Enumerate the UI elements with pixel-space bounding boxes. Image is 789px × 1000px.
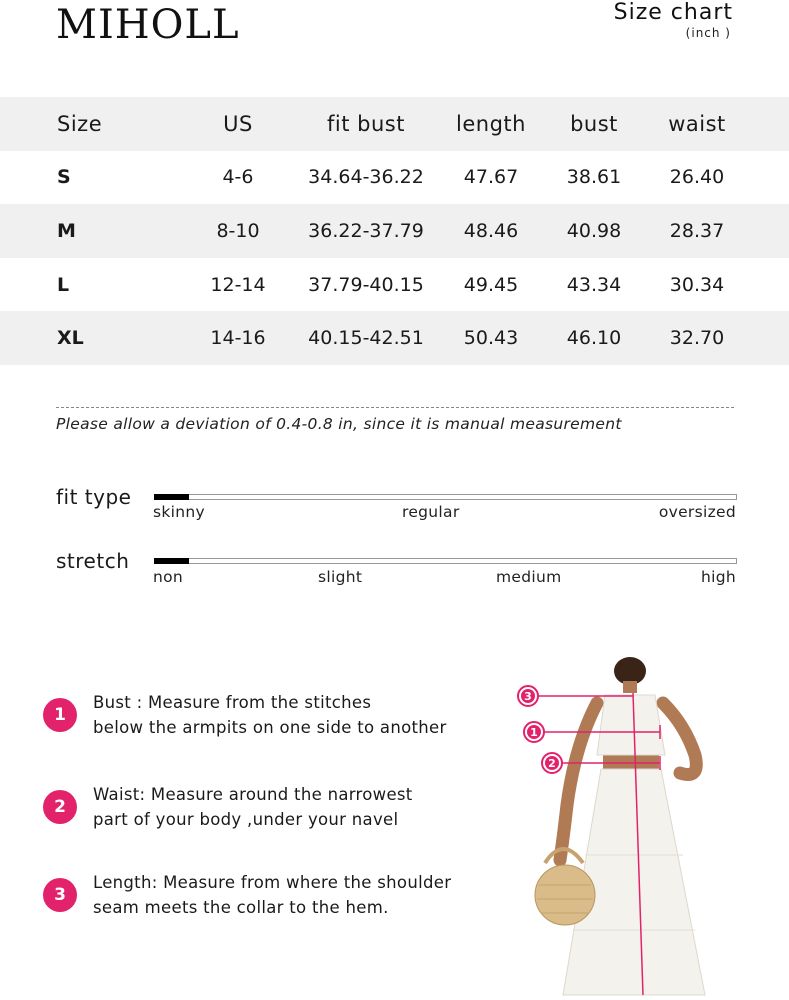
- table-cell: S: [57, 166, 71, 189]
- marker-number: 3: [524, 690, 532, 703]
- deviation-note: Please allow a deviation of 0.4-0.8 in, since it is manual measurement: [56, 415, 622, 433]
- length-marker: [518, 686, 538, 706]
- instruction-line: Length: Measure from where the shoulder: [93, 873, 452, 892]
- stretch-tick: medium: [496, 568, 562, 586]
- number-badge: 1: [43, 698, 77, 732]
- size-table: [0, 97, 789, 365]
- neck-shape: [623, 681, 637, 693]
- table-cell: 28.37: [669, 219, 725, 242]
- instruction-line: part of your body ,under your navel: [93, 810, 399, 829]
- table-row: [0, 204, 789, 258]
- table-cell: 37.79-40.15: [308, 273, 424, 296]
- table-cell: L: [57, 273, 70, 296]
- table-cell: 8-10: [216, 219, 260, 242]
- table-cell: 49.45: [463, 273, 519, 296]
- instruction-line: Bust : Measure from the stitches: [93, 693, 372, 712]
- table-cell: 34.64-36.22: [308, 166, 424, 189]
- column-header: bust: [570, 111, 618, 136]
- dashed-divider: [56, 407, 734, 408]
- fit-type-bar: [154, 494, 737, 500]
- table-cell: 47.67: [463, 166, 519, 189]
- table-row: [0, 151, 789, 205]
- column-header: waist: [668, 111, 726, 136]
- table-cell: 12-14: [210, 273, 266, 296]
- brand-logo: MIHOLL: [56, 2, 240, 48]
- fit-type-tick: oversized: [658, 503, 736, 521]
- stretch-bar: [154, 558, 737, 564]
- table-cell: 4-6: [222, 166, 254, 189]
- marker-number: 1: [530, 726, 538, 739]
- table-cell: 26.40: [669, 166, 725, 189]
- table-cell: 38.61: [566, 166, 622, 189]
- bust-instruction: [93, 690, 493, 740]
- waist-marker: [542, 753, 562, 773]
- stretch-tick: slight: [318, 568, 363, 586]
- table-cell: 43.34: [566, 273, 622, 296]
- fit-type-tick: regular: [402, 503, 460, 521]
- column-header: length: [456, 111, 526, 136]
- instruction-line: below the armpits on one side to another: [93, 718, 447, 737]
- straw-bag: [535, 865, 595, 925]
- stretch-indicator: [154, 558, 189, 564]
- number-badge: 2: [43, 790, 77, 824]
- instruction-line: Waist: Measure around the narrowest: [93, 785, 413, 804]
- table-row: [0, 311, 789, 365]
- table-cell: 46.10: [566, 327, 622, 350]
- stretch-label: stretch: [56, 549, 130, 573]
- table-cell: 36.22-37.79: [308, 219, 424, 242]
- fit-type-tick: skinny: [153, 503, 205, 521]
- stretch-tick: non: [153, 568, 184, 586]
- table-cell: 14-16: [210, 327, 266, 350]
- table-header: [0, 97, 789, 151]
- table-cell: XL: [57, 327, 84, 350]
- column-header: fit bust: [327, 111, 405, 136]
- unit-label: (inch ): [685, 26, 731, 40]
- table-cell: 48.46: [463, 219, 519, 242]
- instruction-line: seam meets the collar to the hem.: [93, 898, 389, 917]
- dress-bodice: [597, 695, 665, 755]
- number-badge: 3: [43, 878, 77, 912]
- table-cell: 40.15-42.51: [308, 327, 424, 350]
- column-header: Size: [57, 111, 103, 136]
- table-cell: 32.70: [669, 327, 725, 350]
- table-row: [0, 258, 789, 312]
- table-cell: 50.43: [463, 327, 519, 350]
- marker-number: 2: [548, 757, 556, 770]
- column-header: US: [223, 111, 253, 136]
- waist-instruction: [93, 782, 493, 832]
- right-arm: [663, 703, 696, 775]
- fit-type-label: fit type: [56, 485, 132, 509]
- table-cell: M: [57, 219, 76, 242]
- page-title: Size chart: [613, 0, 733, 25]
- bust-marker: [524, 722, 544, 742]
- table-cell: 40.98: [566, 219, 622, 242]
- length-instruction: [93, 870, 493, 920]
- table-cell: 30.34: [669, 273, 725, 296]
- stretch-tick: high: [701, 568, 736, 586]
- model-figure: [505, 655, 745, 1000]
- fit-type-indicator: [154, 494, 189, 500]
- head-shape: [614, 657, 646, 685]
